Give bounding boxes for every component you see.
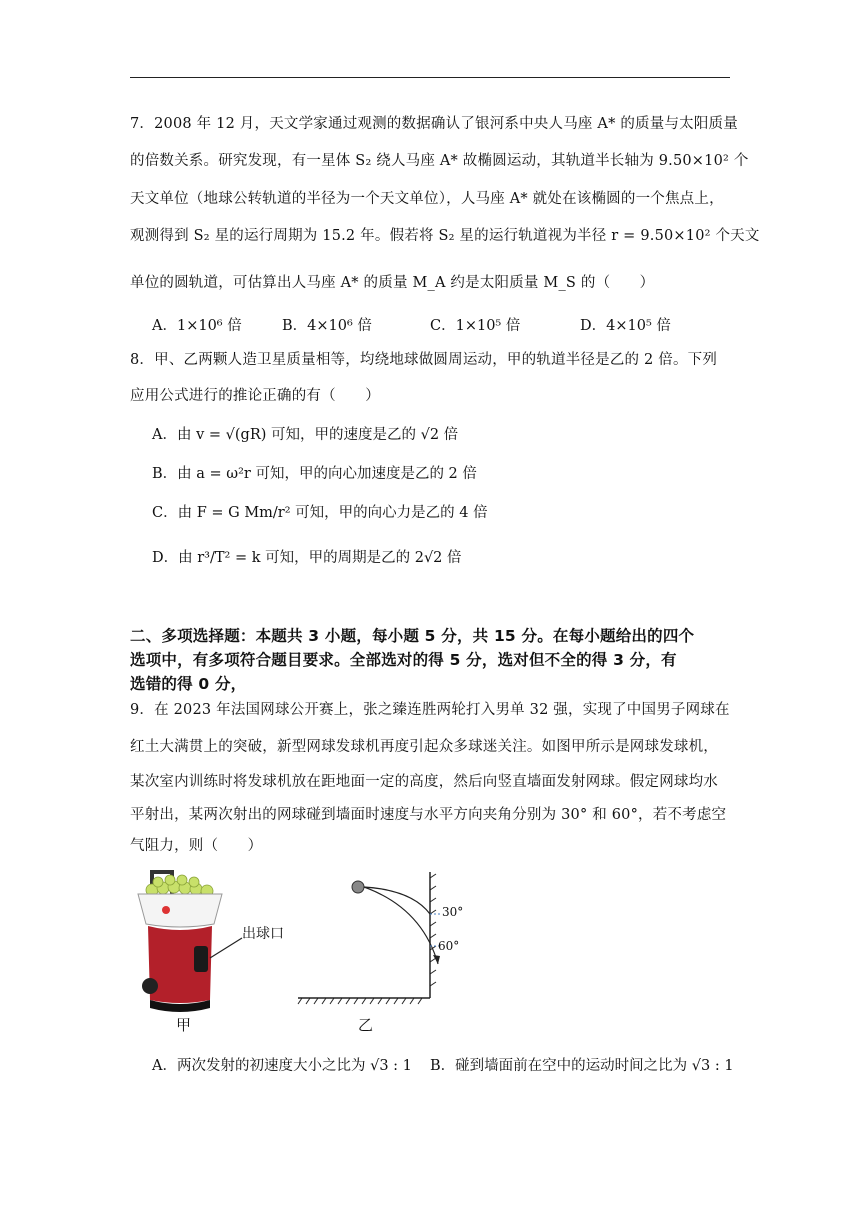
section2-line-2: 选项中，有多项符合题目要求。全部选对的得 5 分，选对但不全的得 3 分，有 <box>130 651 677 669</box>
figure-jia-label: 甲 <box>176 1016 192 1034</box>
q9-option-b: B．碰到墙面前在空中的运动时间之比为 √3 : 1 <box>430 1058 734 1074</box>
header-rule <box>130 77 730 78</box>
angle-60-label: 60° <box>438 939 460 953</box>
q9-option-a: A．两次发射的初速度大小之比为 √3 : 1 <box>152 1058 412 1074</box>
q8-line-1: 8．甲、乙两颗人造卫星质量相等，均绕地球做圆周运动，甲的轨道半径是乙的 2 倍。下列 <box>130 352 718 368</box>
q9-line-4: 平射出，某两次射出的网球碰到墙面时速度与水平方向夹角分别为 30° 和 60°，若不考虑空 <box>130 807 727 823</box>
angle-30-label: 30° <box>442 905 464 919</box>
trajectory-diagram <box>292 868 464 1008</box>
logo-icon <box>162 906 170 914</box>
q7-option-c: C．1×10⁵ 倍 <box>430 318 521 334</box>
q8-line-2: 应用公式进行的推论正确的有（ ） <box>130 388 380 404</box>
q7-option-b: B．4×10⁶ 倍 <box>282 318 372 334</box>
trajectory-2 <box>364 887 438 964</box>
section2-line-3: 选错的得 0 分， <box>130 675 247 693</box>
outlet-label: 出球口 <box>242 926 284 942</box>
q7-line-3: 天文单位（地球公转轨道的半径为一个天文单位），人马座 A* 就处在该椭圆的一个焦点上， <box>130 191 724 207</box>
q9-line-5: 气阻力，则（ ） <box>130 838 263 854</box>
q9-line-3: 某次室内训练时将发球机放在距地面一定的高度，然后向竖直墙面发射网球。假定网球均水 <box>130 774 718 790</box>
q8-option-b: B．由 a = ω²r 可知，甲的向心加速度是乙的 2 倍 <box>152 466 477 482</box>
q9-line-1: 9．在 2023 年法国网球公开赛上，张之臻连胜两轮打入男单 32 强，实现了中国男子网球在 <box>130 702 730 718</box>
q7-option-d: D．4×10⁵ 倍 <box>580 318 671 334</box>
ball-machine-figure <box>130 868 310 1033</box>
section2-line-1: 二、多项选择题：本题共 3 小题，每小题 5 分，共 15 分。在每小题给出的四个 <box>130 627 695 645</box>
wheel-icon <box>142 978 158 994</box>
q9-line-2: 红土大满贯上的突破，新型网球发球机再度引起众多球迷关注。如图甲所示是网球发球机， <box>130 739 718 755</box>
q7-line-5: 单位的圆轨道，可估算出人马座 A* 的质量 M_A 约是太阳质量 M_S 的（ ） <box>130 275 655 291</box>
q7-line-2: 的倍数关系。研究发现，有一星体 S₂ 绕人马座 A* 故椭圆运动，其轨道半长轴为 9.50×10² 个 <box>130 153 749 169</box>
q7-line-1: 7．2008 年 12 月，天文学家通过观测的数据确认了银河系中央人马座 A* 的质量与太阳质量 <box>130 116 738 132</box>
q7-line-4: 观测得到 S₂ 星的运行周期为 15.2 年。假若将 S₂ 星的运行轨道视为半径 r = 9.50×10² 个天文 <box>130 228 760 244</box>
q7-option-a: A．1×10⁶ 倍 <box>152 318 242 334</box>
q8-option-d: D．由 r³/T² = k 可知，甲的周期是乙的 2√2 倍 <box>152 550 462 566</box>
figure-yi-label: 乙 <box>358 1016 374 1034</box>
ball-icon <box>352 881 364 893</box>
outlet-icon <box>194 946 208 972</box>
q8-option-c: C．由 F = G Mm/r² 可知，甲的向心力是乙的 4 倍 <box>152 505 488 521</box>
q8-option-a: A．由 v = √(gR) 可知，甲的速度是乙的 √2 倍 <box>152 427 459 443</box>
